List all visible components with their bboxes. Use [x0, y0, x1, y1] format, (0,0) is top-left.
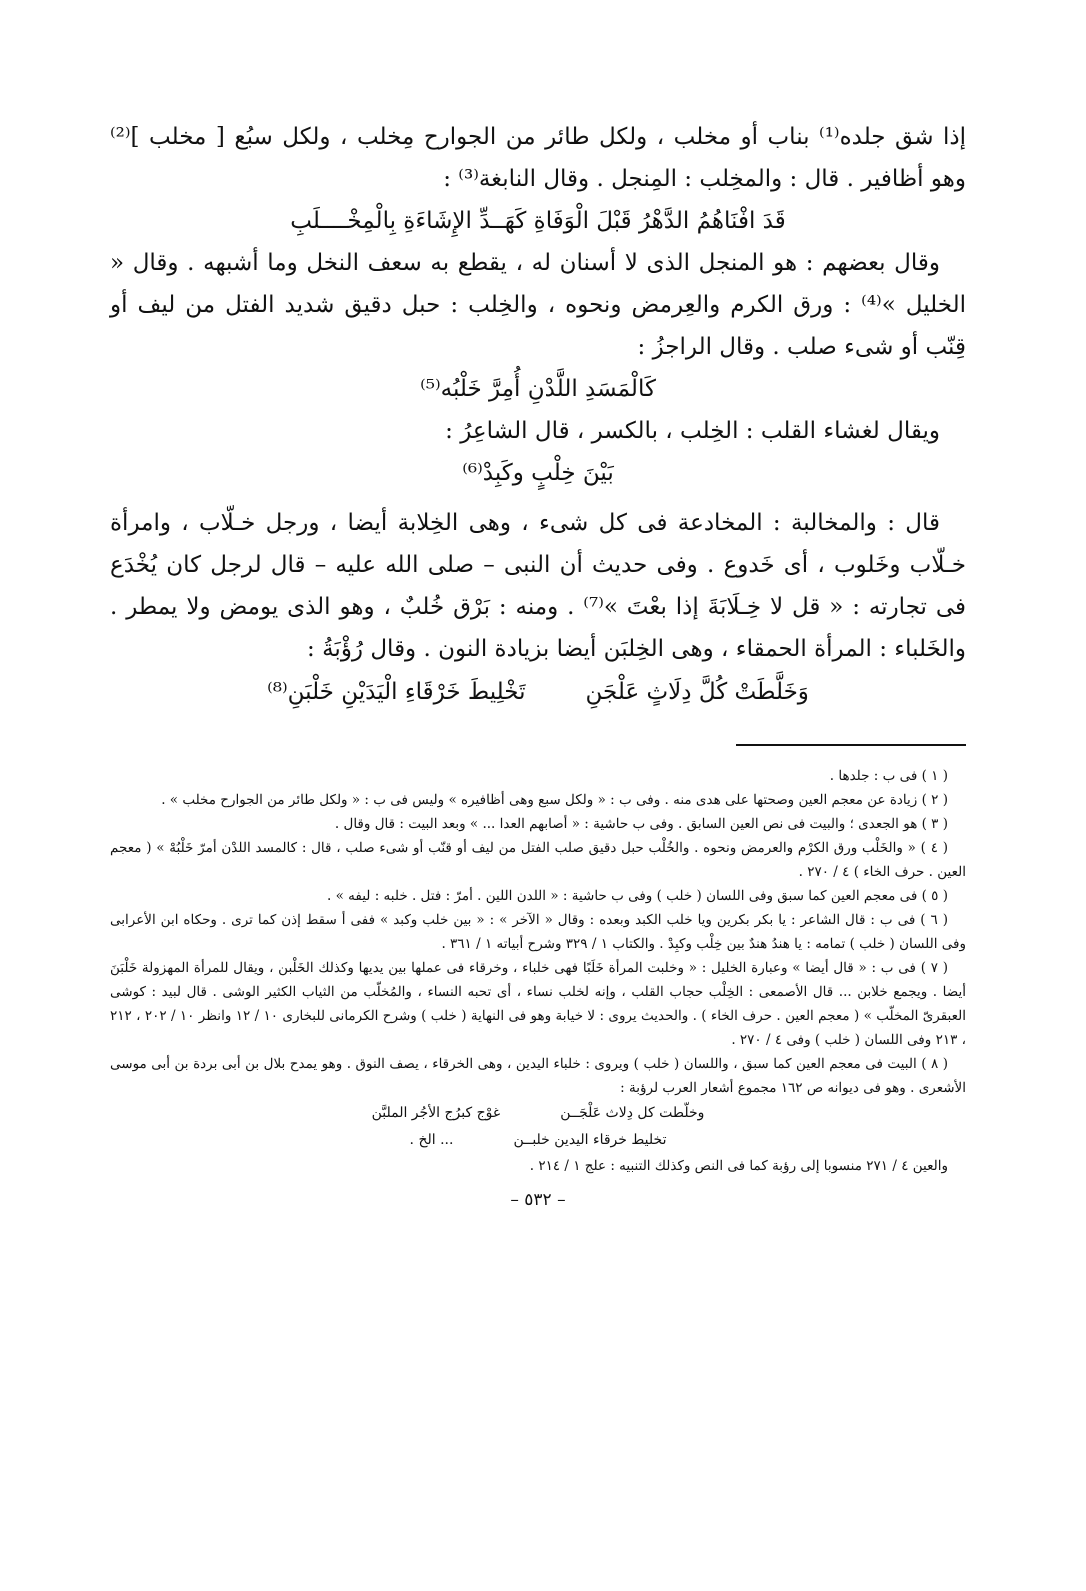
verse-rajiz: كَالْمَسَدِ اللَّدْنِ أُمِرَّ خَلْبُه⁽⁵⁾ — [420, 376, 656, 402]
footnote-verse-1-second: غوْج كبرُج الأجُر الملبَّن — [371, 1105, 501, 1121]
footnote-4: ( ٤ ) « والخَلْب ورق الكرْم والعرمض ونحوه . والخُلْب حبل دقيق صلب الفتل من ليف أو قنّب أو شىء صلب ، قال : كالمسد اللدْن أمرّ خَلْبُهْ » ( معجم العين . حرف الخاء ) ٤ / ٢٧٠ . — [110, 840, 966, 880]
footnote-verse-2-second: ... الخ . — [409, 1132, 454, 1148]
footnote-verse-1-first: وخلّطت كل دِلاث عَلْجَــن — [560, 1105, 705, 1121]
footnote-separator — [736, 744, 966, 746]
footnote-verse-2 — [110, 1127, 966, 1154]
footnote-verse-1 — [110, 1100, 966, 1127]
paragraph-1: إذا شق جلده⁽¹⁾ بناب أو مخلب ، ولكل طائر من الجوارح مِخلب ، ولكل سبُع [ مخلب ]⁽²⁾ وهو أظافير . قال : والمخِلب : المِنجل . وقال النابغة⁽³⁾ : — [110, 124, 966, 192]
verse-ruba — [110, 670, 966, 714]
paragraph-2: وقال بعضهم : هو المنجل الذى لا أسنان له ، يقطع به سعف النخل وما أشبهه . وقال « الخليل »⁽⁴⁾ : ورق الكرم والعِرمض ونحوه ، والخِلب : حبل دقيق شديد الفتل من ليف أو قِنّب أو شىء صلب . وقال الراجزُ : — [110, 250, 967, 360]
verse-poet: بَيْنَ خِلْبٍ وكَبِدْ⁽⁶⁾ — [462, 460, 614, 486]
paragraph-3: ويقال لغشاء القلب : الخِلب ، بالكسر ، قال الشاعِرُ : — [445, 418, 940, 444]
footnote-3: ( ٣ ) هو الجعدى ؛ والبيت فى نص العين السابق . وفى ب حاشية : « أصابهم العدا ... » وبعد البيت : قال وقال . — [334, 816, 948, 832]
footnote-6: ( ٦ ) فى ب : قال الشاعر : يا بكر بكرين ويا خلب الكبد وبعده : وقال « الآخر » : « بين خلب وكبد » ففى أ سقط إذن كما ترى . وحكاه ابن الأعرابى وفى اللسان ( خلب ) تمامه : يا هندُ هندٌ بين خِلْب وكبِدْ . والكتاب ١ / ٣٢٩ وشرح أبياته ١ / ٣٦١ . — [110, 912, 966, 952]
footnote-8-end: والعين ٤ / ٢٧١ منسوبا إلى رؤبة كما فى النص وكذلك التنبيه : علج ١ / ٢١٤ . — [529, 1158, 948, 1174]
page-number: – ٥٣٢ – — [510, 1190, 566, 1210]
verse-ruba-second-half: تَخْلِيطَ خَرْقَاءِ الْيَدَيْنِ خَلْبَنِ⁽⁸⁾ — [267, 679, 526, 705]
footnotes — [110, 764, 966, 1178]
footnote-1: ( ١ ) فى ب : جلدها . — [829, 768, 948, 784]
footnote-8: ( ٨ ) البيت فى معجم العين كما سبق ، واللسان ( خلب ) ويروى : خلباء اليدين ، وهى الخرقاء ، يصف النوق . وهو يمدح بلال بن أبى بردة بن أبى موسى الأشعرى . وهو فى ديوانه ص ١٦٢ مجموع أشعار العرب لرؤبة : — [110, 1056, 966, 1096]
footnote-2: ( ٢ ) زيادة عن معجم العين وصحتها على هدى منه . وفى ب : « ولكل سبع وهى أظافيره » وليس فى ب : « ولكل طائر من الجوارح مخلب » . — [161, 792, 948, 808]
footnote-5: ( ٥ ) فى معجم العين كما سبق وفى اللسان ( خلب ) وفى ب حاشية : « اللدن اللين . أمرّ : فتل . خلبه : ليفه » . — [327, 888, 948, 904]
main-text — [110, 116, 966, 714]
page-content — [110, 116, 966, 1210]
paragraph-4: قال : والمخالبة : المخادعة فى كل شىء ، وهى الخِلابة أيضا ، ورجل خـلّاب ، وامرأة خـلّاب وخَلوب ، أى خَدوع . وفى حديث أن النبى – صلى الله عليه – قال لرجل كان يُخْدَع فى تجارته : « قل لا خِـلَابَةَ إذا بعْتَ »⁽⁷⁾ . ومنه : بَرْق خُلبٌ ، وهو الذى يومض ولا يمطر . والخَلباء : المرأة الحمقاء ، وهى الخِلبَن أيضا بزيادة النون . وقال رُؤْبَةُ : — [110, 510, 966, 662]
verse-nabigha: قَدَ افْنَاهُمُ الدَّهْرُ قَبْلَ الْوَفَاةِ كَهَــدِّ الإِشَاءَةِ بِالْمِخْــــلَبِ — [290, 208, 786, 234]
footnote-7: ( ٧ ) فى ب : « قال أيضا » وعبارة الخليل : « وخلبت المرأة خَلَبًا فهى خلباء ، وخرقاء فى عملها بين يديها وكذلك الخَلْبن ، ويقال للمرأة المهزولة خَلْبَنَ أيضا . ويجمع خلابن ... قال الأصمعى : الخِلْب حجاب القلب ، وإنه لخلب نساء ، أى تحبه النساء ، والمُخلّب من الثياب الكثير الوشى . قال لبيد : كوشى العبقرىّ المخلّب » ( معجم العين . حرف الخاء ) . والحديث يروى : لا خيابة وهو فى النهاية ( خلب ) وشرح الكرمانى للبخارى ١٠ / ١٢ وانظر ١٠ / ٢٠٢ ، ٢١٢ ، ٢١٣ وفى اللسان ( خلب ) وفى ٤ / ٢٧٠ . — [110, 960, 966, 1048]
spacer — [110, 494, 966, 502]
verse-ruba-first-half: وَخَلَّطَتْ كُلَّ دِلَاثٍ عَلْجَنِ — [585, 679, 809, 705]
footnote-verse-2-first: تخليط خرقاء اليدين خلبــن — [513, 1132, 667, 1148]
